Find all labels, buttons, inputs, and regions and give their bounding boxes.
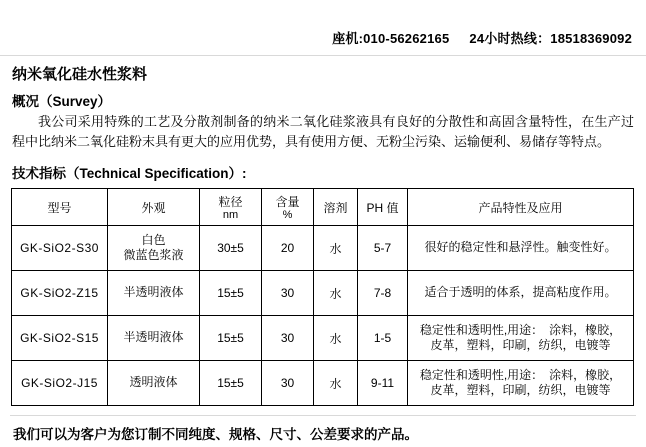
cell-appearance bbox=[108, 316, 200, 361]
table-header-row bbox=[12, 189, 634, 226]
cell-size: 30±5 bbox=[200, 226, 262, 271]
cell-solvent: 水 bbox=[314, 361, 358, 406]
column-header-content-unit: % bbox=[282, 209, 293, 221]
cell-ph: 7-8 bbox=[358, 271, 408, 316]
cell-content: 30 bbox=[262, 316, 314, 361]
cell-feature bbox=[408, 271, 634, 316]
cell-feature-line1: 稳定性和透明性,用途： 涂料，橡胶， bbox=[419, 322, 622, 337]
column-header-content bbox=[262, 189, 314, 226]
cell-appearance-line1: 透明液体 bbox=[129, 375, 178, 390]
cell-model: GK-SiO2-S30 bbox=[12, 226, 108, 271]
cell-ph: 1-5 bbox=[358, 316, 408, 361]
cell-feature-line1: 适合于透明的体系，提高粘度作用。 bbox=[424, 285, 617, 300]
cell-feature-line1: 很好的稳定性和悬浮性。触变性好。 bbox=[424, 240, 617, 255]
cell-feature bbox=[408, 361, 634, 406]
cell-content: 30 bbox=[262, 361, 314, 406]
landline-phone: 座机:010-56262165 bbox=[332, 31, 450, 46]
cell-feature bbox=[408, 226, 634, 271]
table-row bbox=[12, 271, 634, 316]
cell-model: GK-SiO2-J15 bbox=[12, 361, 108, 406]
column-header-solvent bbox=[314, 189, 358, 226]
column-header-size-label: 粒径 bbox=[218, 195, 243, 209]
column-header-feature-label: 产品特性及应用 bbox=[478, 200, 563, 215]
column-header-content-label: 含量 bbox=[275, 195, 300, 209]
spec-heading: 技术指标（Technical Specification）: bbox=[12, 166, 247, 182]
column-header-size bbox=[200, 189, 262, 226]
contact-bar bbox=[0, 0, 646, 56]
footer-note: 我们可以为客户为您订制不同纯度、规格、尺寸、公差要求的产品。 bbox=[10, 415, 636, 443]
cell-appearance-line1: 半透明液体 bbox=[123, 285, 184, 300]
table-row bbox=[12, 316, 634, 361]
cell-ph: 9-11 bbox=[358, 361, 408, 406]
cell-size: 15±5 bbox=[200, 271, 262, 316]
cell-feature-line2: 皮革，塑料，印刷，纺织，电镀等 bbox=[430, 338, 611, 353]
hotline-phone: 24小时热线：18518369092 bbox=[469, 31, 632, 46]
cell-appearance-line1: 半透明液体 bbox=[123, 330, 184, 345]
cell-solvent: 水 bbox=[314, 271, 358, 316]
column-header-model-label: 型号 bbox=[47, 200, 72, 215]
column-header-model bbox=[12, 189, 108, 226]
table-row bbox=[12, 226, 634, 271]
cell-appearance-line1: 白色 bbox=[141, 232, 166, 247]
column-header-ph-label: PH 值 bbox=[366, 200, 399, 215]
cell-appearance-line2: 微蓝色浆液 bbox=[123, 248, 184, 263]
cell-ph: 5-7 bbox=[358, 226, 408, 271]
page-title: 纳米氧化硅水性浆料 bbox=[12, 66, 148, 83]
cell-feature bbox=[408, 316, 634, 361]
column-header-feature bbox=[408, 189, 634, 226]
cell-size: 15±5 bbox=[200, 316, 262, 361]
cell-appearance bbox=[108, 271, 200, 316]
column-header-appearance bbox=[108, 189, 200, 226]
cell-model: GK-SiO2-S15 bbox=[12, 316, 108, 361]
column-header-solvent-label: 溶剂 bbox=[323, 200, 348, 215]
cell-appearance bbox=[108, 226, 200, 271]
column-header-size-unit: nm bbox=[222, 209, 239, 221]
cell-solvent: 水 bbox=[314, 316, 358, 361]
cell-content: 20 bbox=[262, 226, 314, 271]
column-header-appearance-label: 外观 bbox=[141, 200, 166, 215]
cell-model: GK-SiO2-Z15 bbox=[12, 271, 108, 316]
cell-feature-line2: 皮革，塑料，印刷，纺织，电镀等 bbox=[430, 383, 611, 398]
survey-heading: 概况（Survey） bbox=[12, 94, 112, 109]
contact-text bbox=[332, 28, 632, 47]
cell-content: 30 bbox=[262, 271, 314, 316]
cell-appearance bbox=[108, 361, 200, 406]
cell-solvent: 水 bbox=[314, 226, 358, 271]
cell-size: 15±5 bbox=[200, 361, 262, 406]
cell-feature-line1: 稳定性和透明性,用途： 涂料，橡胶， bbox=[419, 367, 622, 382]
document-body bbox=[0, 56, 646, 443]
specification-table bbox=[11, 188, 634, 406]
table-row bbox=[12, 361, 634, 406]
column-header-ph bbox=[358, 189, 408, 226]
survey-paragraph: 我公司采用特殊的工艺及分散剂制备的纳米二氧化硅浆液具有良好的分散性和高固含量特性，在生产过程中比纳米二氧化硅粉末具有更大的应用优势，具有使用方便、无粉尘污染、运输便利、易储存等特点。 bbox=[12, 114, 634, 150]
